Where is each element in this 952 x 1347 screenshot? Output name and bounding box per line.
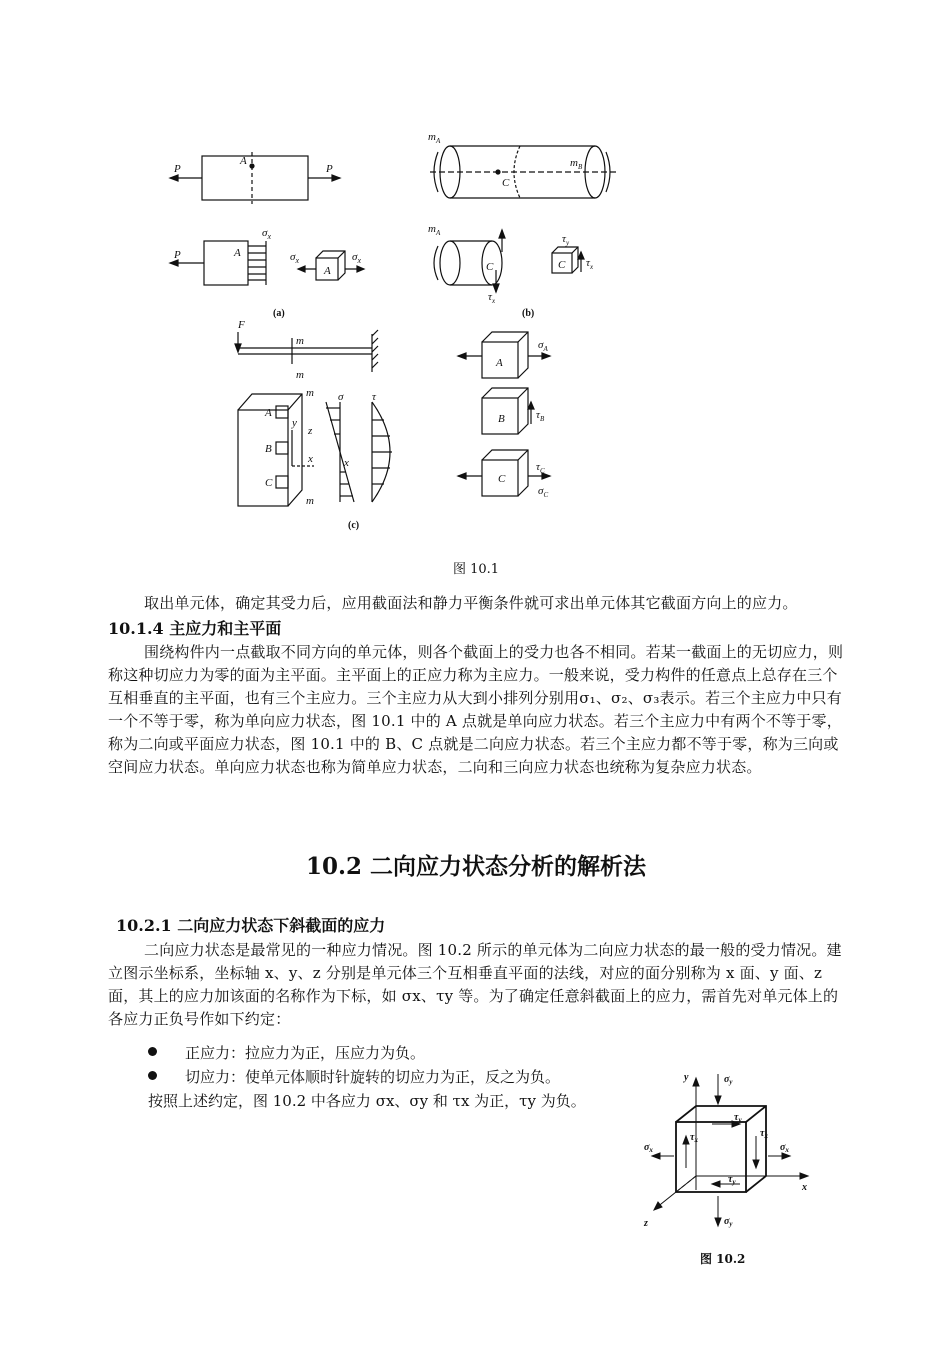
heading-10-2: 10.2 二向应力状态分析的解析法 [305, 853, 647, 880]
fig2-label-tau-y-bottom: $\tau_y$ [728, 1174, 736, 1186]
fig2-label-sigma-y-bottom: $\sigma_y$ [724, 1216, 733, 1228]
label-tau-y: $\tau_y$ [562, 233, 570, 247]
label-C-element: C [558, 259, 566, 271]
label-B-c: B [265, 443, 272, 455]
figure-10-1 [140, 120, 620, 540]
bullet-dot-icon [148, 1071, 157, 1080]
label-A-c: A [265, 407, 272, 419]
bullet-item: 正应力：拉应力为正，压应力为负。 [148, 1041, 628, 1065]
label-tau-B: $\tau_B$ [536, 409, 545, 423]
figure-10-1-caption: 图 10.1 [452, 562, 500, 577]
heading-10-1-4: 10.1.4 主应力和主平面 [108, 619, 282, 638]
fig2-label-x: x [802, 1182, 807, 1193]
label-tau-C: $\tau_C$ [536, 461, 545, 475]
bullet-dot-icon [148, 1047, 157, 1056]
fig2-label-tau-x-left: $\tau_x$ [690, 1132, 698, 1144]
figure-10-2-caption: 图 10.2 [700, 1252, 746, 1266]
label-C-c: C [265, 477, 273, 489]
label-m-1: m [296, 335, 304, 347]
fig2-label-sigma-x-right: $\sigma_x$ [780, 1142, 789, 1154]
label-A-c2: A [496, 357, 503, 369]
label-P-1: P [174, 163, 181, 175]
label-A-element: A [324, 265, 331, 277]
label-A-2: A [234, 247, 241, 259]
subfig-c-label: (c) [348, 520, 360, 531]
paragraph-3: 二向应力状态是最常见的一种应力情况。图 10.2 所示的单元体为二向应力状态的最一般的受力情况。建立图示坐标系，坐标轴 x、y、z 分别是单元体三个互相垂直平面的法线，对应的面分别称为 x 面、y 面、z 面，其上的应力加该面的名称作为下标，如 σx、τy 等。为了确定任意斜截面上的应力，需首先对单元体上的各应力正负号作如下约定： [108, 941, 842, 1028]
fig2-label-sigma-y-top: $\sigma_y$ [724, 1074, 733, 1086]
label-sigma-A: $\sigma_A$ [538, 339, 548, 353]
label-sigma-C: $\sigma_C$ [538, 485, 549, 499]
label-tau-x-2: $\tau_x$ [586, 257, 594, 271]
label-mB: $m_B$ [570, 157, 583, 171]
label-sigma-x-2: $\sigma_x$ [290, 251, 299, 265]
label-sigma-x-3: $\sigma_x$ [352, 251, 361, 265]
bullet-item: 切应力：使单元体顺时针旋转的切应力为正，反之为负。 [148, 1065, 628, 1089]
fig2-label-tau-x-right: $\tau_x$ [760, 1128, 768, 1140]
bullet-list [148, 1041, 628, 1089]
fig2-label-y: y [684, 1072, 689, 1083]
label-C-1: C [502, 177, 510, 189]
label-m-3: m [306, 387, 314, 399]
label-mA-1: $m_A$ [428, 131, 441, 145]
label-tau-x: $\tau_x$ [488, 291, 496, 305]
fig2-label-sigma-x-left: $\sigma_x$ [644, 1142, 653, 1154]
fig2-label-z: z [644, 1218, 648, 1229]
label-sigma: σ [338, 391, 344, 403]
label-z: z [308, 425, 313, 437]
paragraph-2: 围绕构件内一点截取不同方向的单元体，则各个截面上的受力也各不相同。若某一截面上的无切应力，则称这种切应力为零的面为主平面。主平面上的正应力称为主应力。一般来说，受力构件的任意点上总存在三个互相垂直的主平面，也有三个主应力。三个主应力从大到小排列分别用σ₁、σ₂、σ₃表示。若三个主应力中只有一个不等于零，称为单向应力状态，图 10.1 中的 A 点就是单向应力状态。若三个主应力中有两个不等于零，称为二向或平面应力状态，图 10.1 中的 B、C 点就是二向应力状态。若三个主应力都不等于零，称为三向或空间应力状态。单向应力状态也称为简单应力状态，二向和三向应力状态也统称为复杂应力状态。 [108, 643, 844, 776]
label-m-2: m [296, 369, 304, 381]
label-A-1: A [240, 155, 247, 167]
label-P-3: P [174, 249, 181, 261]
paragraph-4: 按照上述约定，图 10.2 中各应力 σx、σy 和 τx 为正，τy 为负。 [148, 1092, 586, 1110]
label-y: y [292, 417, 297, 429]
subfig-b-label: (b) [522, 308, 535, 319]
label-mA-2: $m_A$ [428, 223, 441, 237]
label-m-4: m [306, 495, 314, 507]
label-x-2: x [344, 457, 349, 469]
label-P-2: P [326, 163, 333, 175]
fig2-label-tau-y-top: $\tau_y$ [734, 1112, 742, 1124]
figure-10-2 [630, 1060, 830, 1245]
label-x-1: x [308, 453, 313, 465]
label-C-2: C [486, 261, 494, 273]
paragraph-1: 取出单元体，确定其受力后，应用截面法和静力平衡条件就可求出单元体其它截面方向上的应力。 [144, 594, 798, 612]
label-sigma-x-1: $\sigma_x$ [262, 227, 271, 241]
label-tau: τ [372, 391, 376, 403]
heading-10-2-1: 10.2.1 二向应力状态下斜截面的应力 [116, 916, 386, 935]
subfig-a-label: (a) [273, 308, 285, 319]
label-C-c2: C [498, 473, 506, 485]
label-B-c2: B [498, 413, 505, 425]
label-F: F [238, 319, 245, 331]
